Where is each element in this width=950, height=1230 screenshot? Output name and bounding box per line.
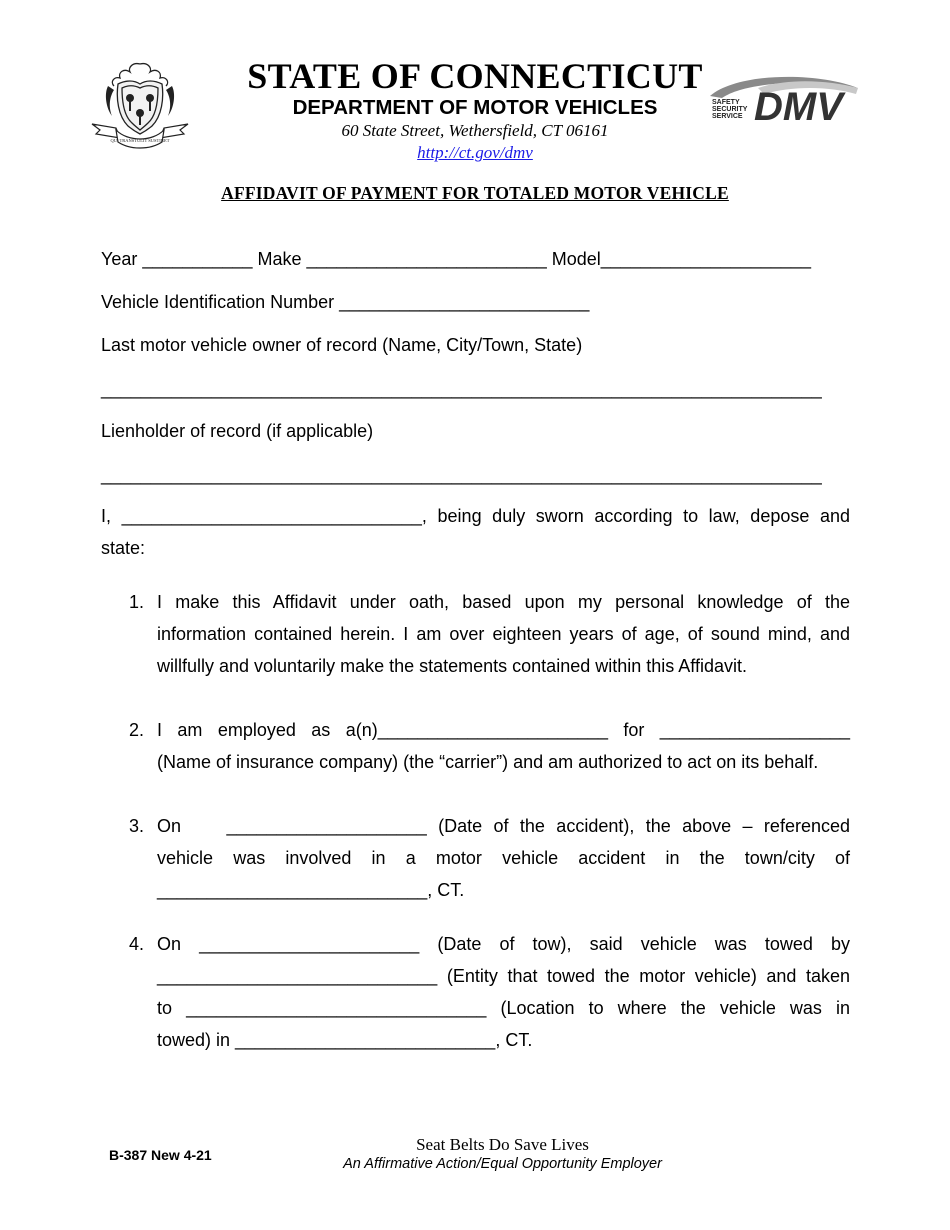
tow-entity-line[interactable]: ____________________________ (Entity that towed the motor vehicle) and taken [157,966,850,986]
intro-state: state: [101,538,146,558]
state-seal-logo [88,58,192,154]
logo-word-2: SECURITY [712,106,748,113]
item-1-line: willfully and voluntarily make the statements contained within this Affidavit. [157,656,747,676]
item-3-number: 3. [129,816,145,836]
lienholder-input-line[interactable]: ________________________________________________________________________ [101,465,822,485]
tow-town-line[interactable]: towed) in __________________________, CT. [157,1030,533,1050]
item-4-number: 4. [129,934,145,954]
item-2-line: (Name of insurance company) (the “carrier”) and am authorized to act on its behalf. [157,752,819,772]
footer-center [300,1135,705,1173]
logo-word-1: SAFETY [712,99,740,106]
affiant-name-line[interactable]: I, ______________________________, being duly sworn according to law, depose and [101,506,850,526]
employment-fields-line[interactable]: I am employed as a(n)_______________________ for ___________________ [157,720,850,740]
seal-motto: QUI TRANSTULIT SUSTINET [110,138,170,143]
year-make-model-fields[interactable]: Year ___________ Make ________________________ Model_____________________ [101,249,812,269]
logo-dmv-text: DMV [754,85,843,126]
item-3-line: vehicle was involved in a motor vehicle accident in the town/city of [157,848,850,868]
item-1-line: information contained herein. I am over eighteen years of age, of sound mind, and [157,624,850,644]
tow-date-line[interactable]: On ______________________ (Date of tow), said vehicle was towed by [157,934,850,954]
dmv-logo [708,74,863,126]
logo-word-3: SERVICE [712,113,743,120]
form-title: AFFIDAVIT OF PAYMENT FOR TOTALED MOTOR VEHICLE [221,183,729,203]
accident-date-line[interactable]: On ____________________ (Date of the accident), the above – referenced [157,816,850,836]
department-name: DEPARTMENT OF MOTOR VEHICLES [292,96,658,119]
item-2-number: 2. [129,720,145,740]
item-1-number: 1. [129,592,145,612]
footer-slogan: Seat Belts Do Save Lives [416,1135,589,1154]
tow-location-line[interactable]: to ______________________________ (Location to where the vehicle was in [157,998,850,1018]
accident-town-line[interactable]: ___________________________, CT. [157,880,465,900]
state-name: STATE OF CONNECTICUT [247,56,703,96]
vin-field[interactable]: Vehicle Identification Number _________________________ [101,292,590,312]
item-1-line: I make this Affidavit under oath, based upon my personal knowledge of the [157,592,850,612]
lienholder-label: Lienholder of record (if applicable) [101,421,374,441]
department-address: 60 State Street, Wethersfield, CT 06161 [341,121,609,140]
owner-input-line[interactable]: ________________________________________________________________________ [101,379,822,399]
form-code: B-387 New 4-21 [109,1147,212,1163]
footer-eoe: An Affirmative Action/Equal Opportunity Employer [343,1156,662,1172]
letterhead [200,56,750,164]
department-website-link[interactable]: http://ct.gov/dmv [417,143,533,162]
owner-label: Last motor vehicle owner of record (Name, City/Town, State) [101,335,583,355]
